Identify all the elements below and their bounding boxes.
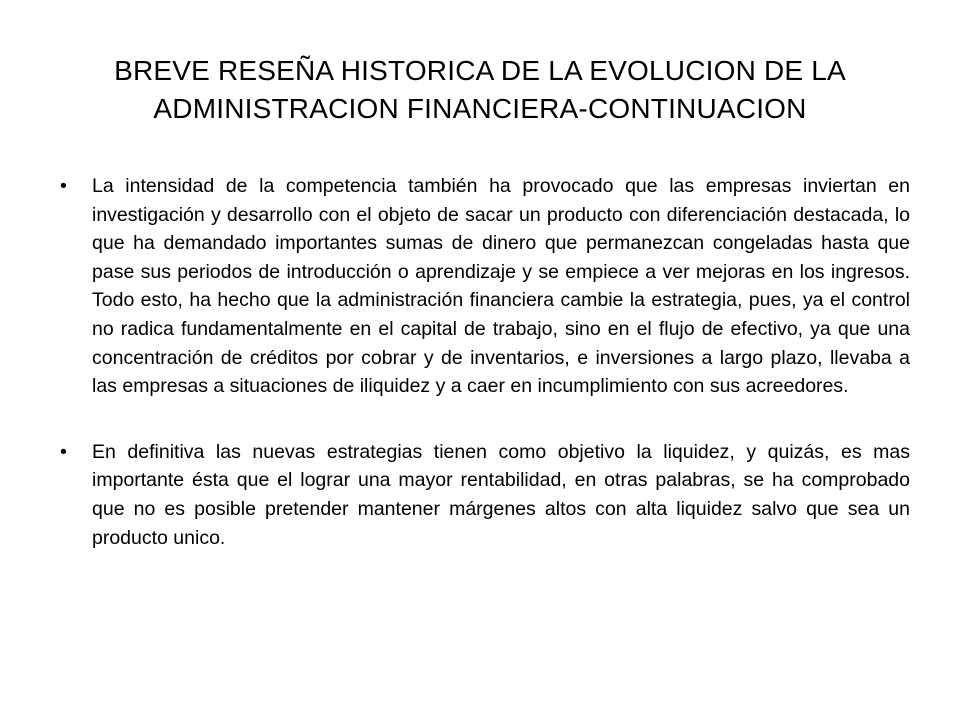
bullet-item-competencia [60,172,910,401]
bullet-icon: • [60,440,67,463]
slide-title: BREVE RESEÑA HISTORICA DE LA EVOLUCION DE LA ADMINISTRACION FINANCIERA-CONTINUACION [114,55,846,124]
bullet-text: La intensidad de la competencia también ha provocado que las empresas inviertan en investigación y desarrollo con el objeto de sacar un producto con diferenciación destacada, lo que ha demandado importantes sumas de dinero que permanezcan congeladas hasta que pase sus periodos de introducción o aprendizaje y se empiece a ver mejoras en los ingresos. Todo esto, ha hecho que la administración financiera cambie la estrategia, pues, ya el control no radica fundamentalmente en el capital de trabajo, sino en el flujo de efectivo, ya que una concentración de créditos por cobrar y de inventarios, e inversiones a largo plazo, llevaba a las empresas a situaciones de iliquidez y a caer en incumplimiento con sus acreedores. [92,175,910,398]
bullet-list [60,172,910,589]
bullet-text: En definitiva las nuevas estrategias tienen como objetivo la liquidez, y quizás, es mas importante ésta que el lograr una mayor rentabilidad, en otras palabras, se ha comprobado que no es posible pretender mantener márgenes altos con alta liquidez salvo que sea un producto unico. [92,440,910,549]
bullet-icon: • [60,175,67,197]
bullet-item-liquidez [60,438,910,552]
